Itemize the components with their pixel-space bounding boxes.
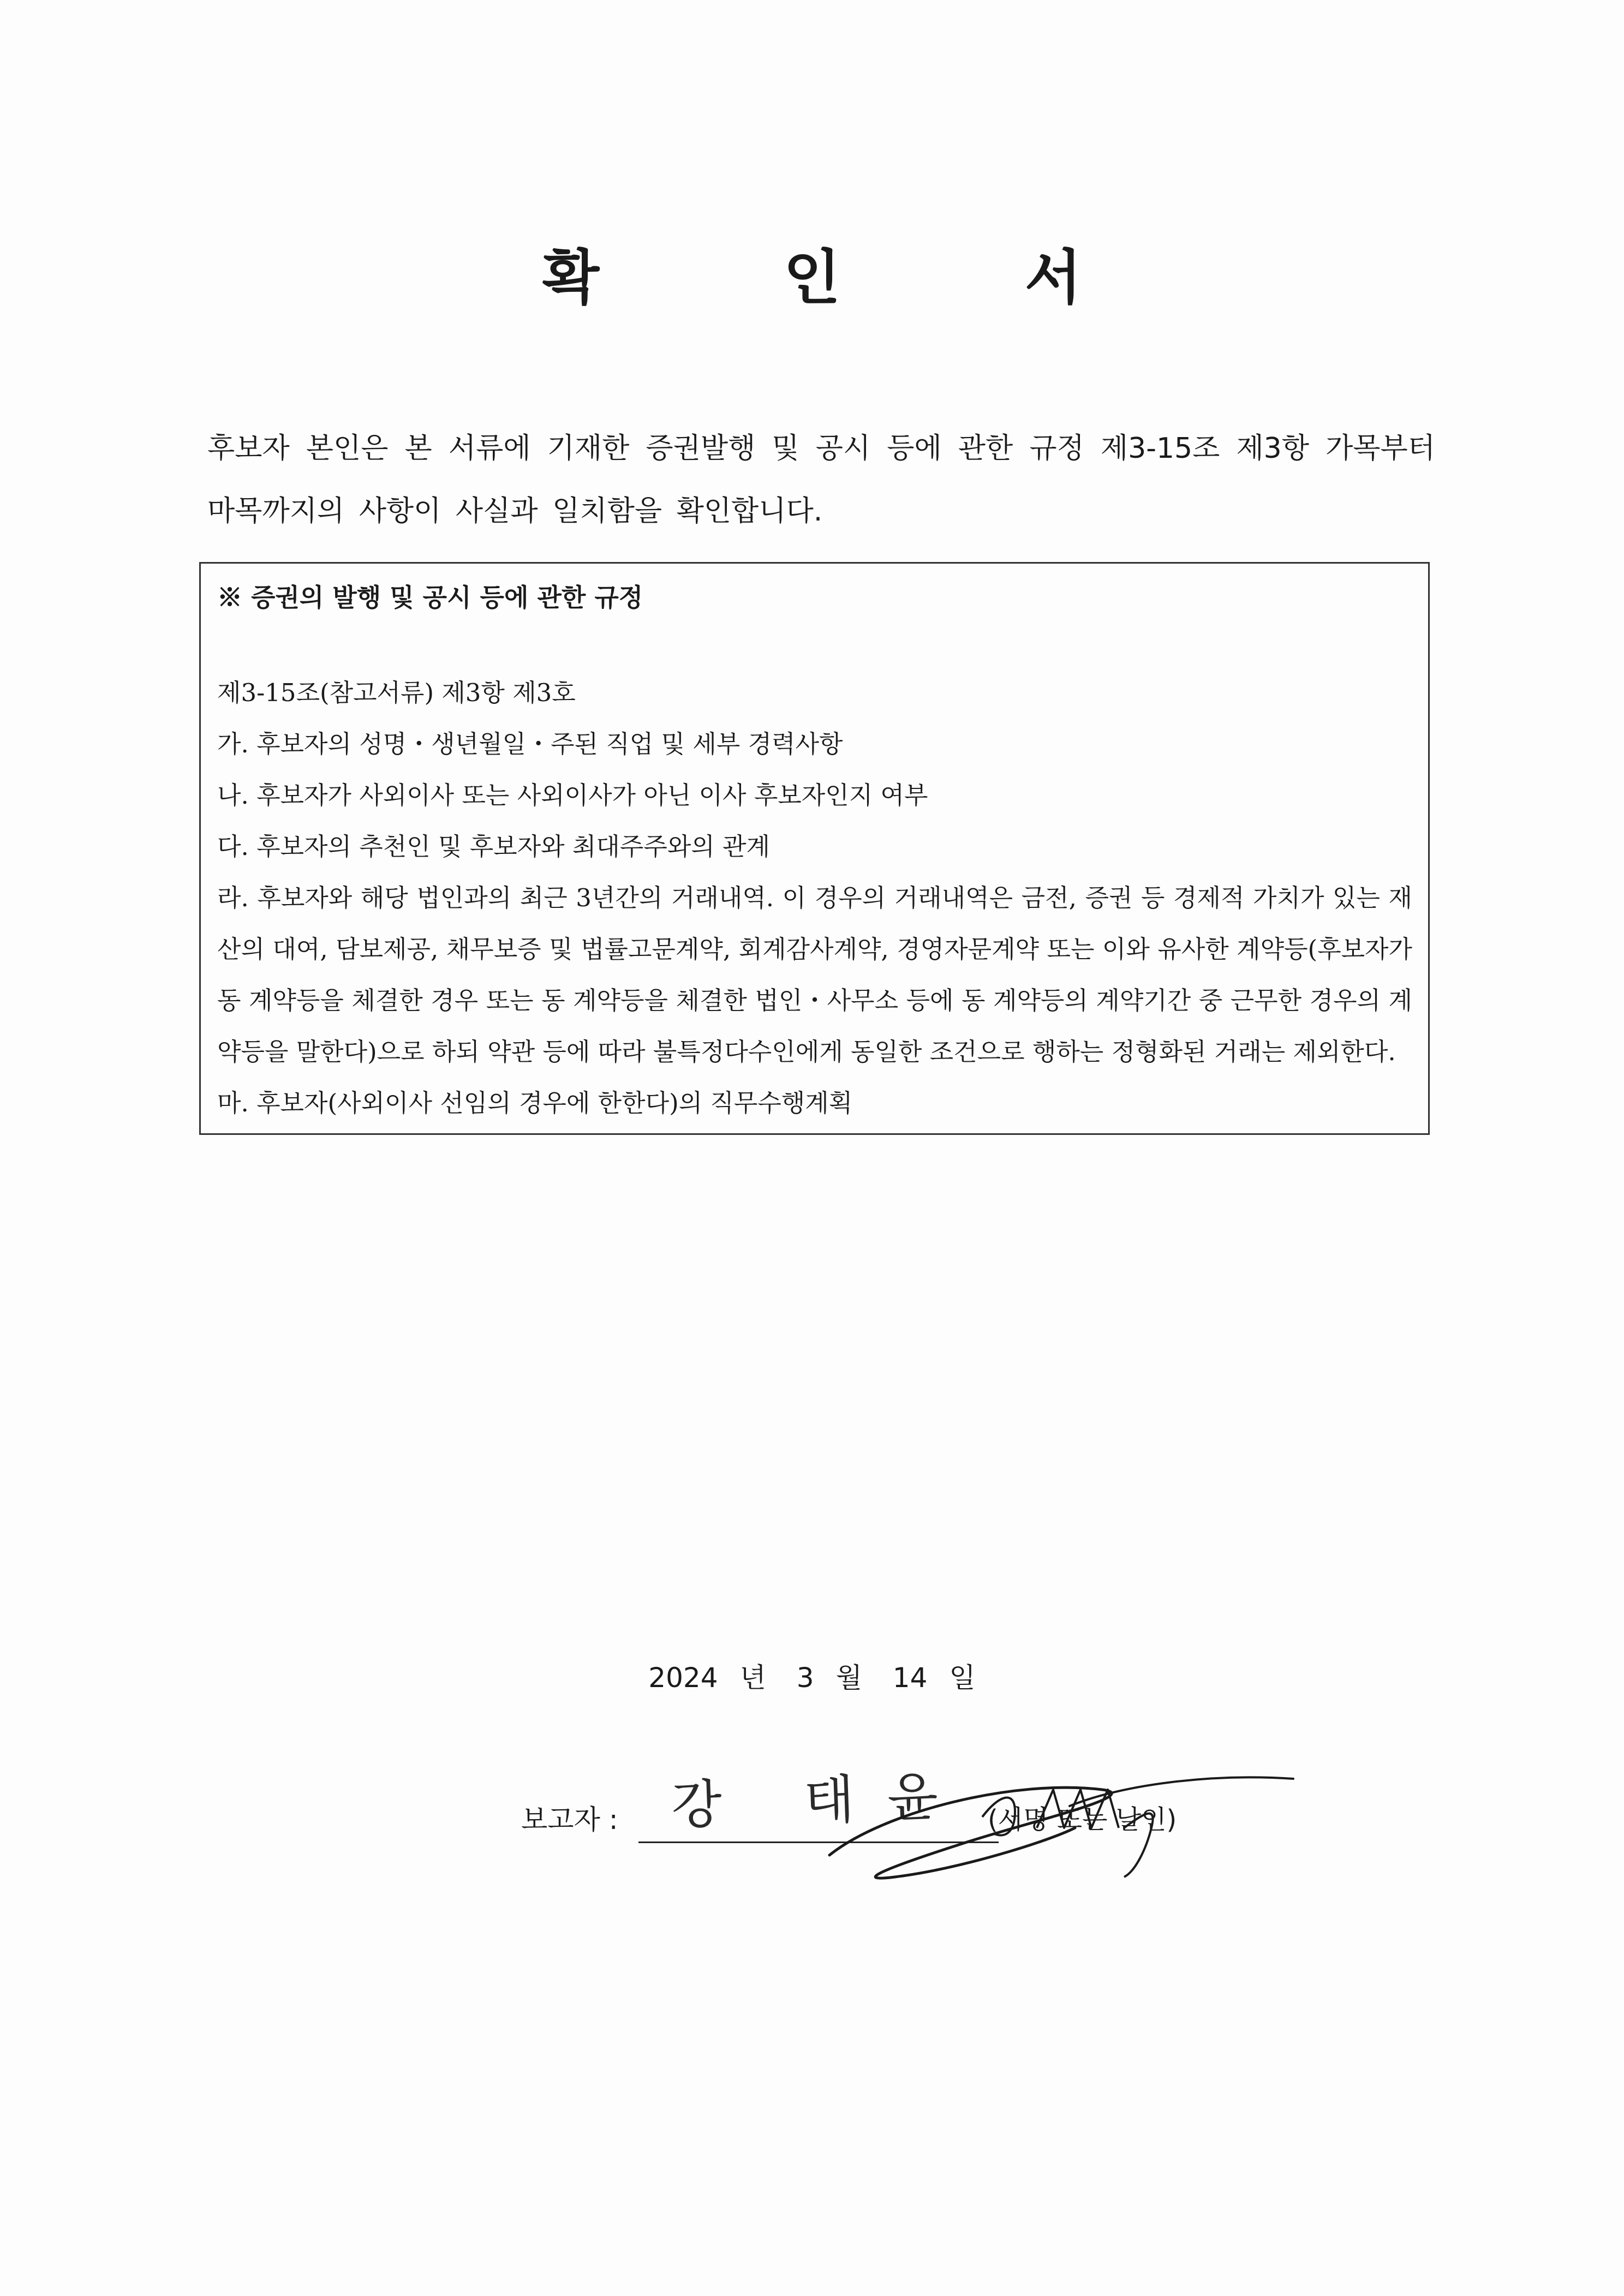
regulation-box xyxy=(199,562,1430,1135)
signature-scribble xyxy=(819,1746,1310,1899)
date-year: 2024 xyxy=(648,1662,718,1694)
regulation-item: 마. 후보자(사외이사 선임의 경우에 한한다)의 직무수행계획 xyxy=(217,1089,853,1117)
sign-note: (서명 또는 날인) xyxy=(988,1804,1177,1835)
document-date xyxy=(0,1653,1624,1702)
reporter-label: 보고자 : xyxy=(521,1804,618,1835)
regulation-item: 다. 후보자의 추천인 및 후보자와 최대주주와의 관계 xyxy=(217,832,771,861)
document-title: 확 인 서 xyxy=(542,244,1164,312)
regulation-body xyxy=(217,667,1412,1129)
intro-paragraph: 후보자 본인은 본 서류에 기재한 증권발행 및 공시 등에 관한 규정 제3-15조 제3항 가목부터 마목까지의 사항이 사실과 일치함을 확인합니다. xyxy=(207,432,1435,528)
date-day: 14 xyxy=(892,1662,928,1694)
date-month: 3 xyxy=(796,1662,814,1694)
date-month-unit: 월 xyxy=(835,1662,862,1694)
regulation-article: 제3-15조(참고서류) 제3항 제3호 xyxy=(217,678,576,707)
handwritten-name: 강 태윤 xyxy=(670,1765,972,1837)
regulation-item: 가. 후보자의 성명・생년월일・주된 직업 및 세부 경력사항 xyxy=(217,730,843,758)
regulation-item: 라. 후보자와 해당 법인과의 최근 3년간의 거래내역. 이 경우의 거래내역은 금전, 증권 등 경제적 가치가 있는 재산의 대여, 담보제공, 채무보증 및 법률고문계약, 회계감사계약, 경영자문계약 또는 이와 유사한 계약등(후보자가 동 계약등을 체결한 경우 또는 동 계약등을 체결한 법인・사무소 등에 동 계약등의 계약기간 중 근무한 경우의 계약등을 말한다)으로 하되 약관 등에 따라 불특정다수인에게 동일한 조건으로 행하는 정형화된 거래는 제외한다. xyxy=(217,883,1412,1066)
regulation-heading: ※ 증권의 발행 및 공시 등에 관한 규정 xyxy=(217,583,643,612)
date-day-unit: 일 xyxy=(949,1662,976,1694)
date-year-unit: 년 xyxy=(739,1662,766,1694)
regulation-item: 나. 후보자가 사외이사 또는 사외이사가 아닌 이사 후보자인지 여부 xyxy=(217,781,928,810)
